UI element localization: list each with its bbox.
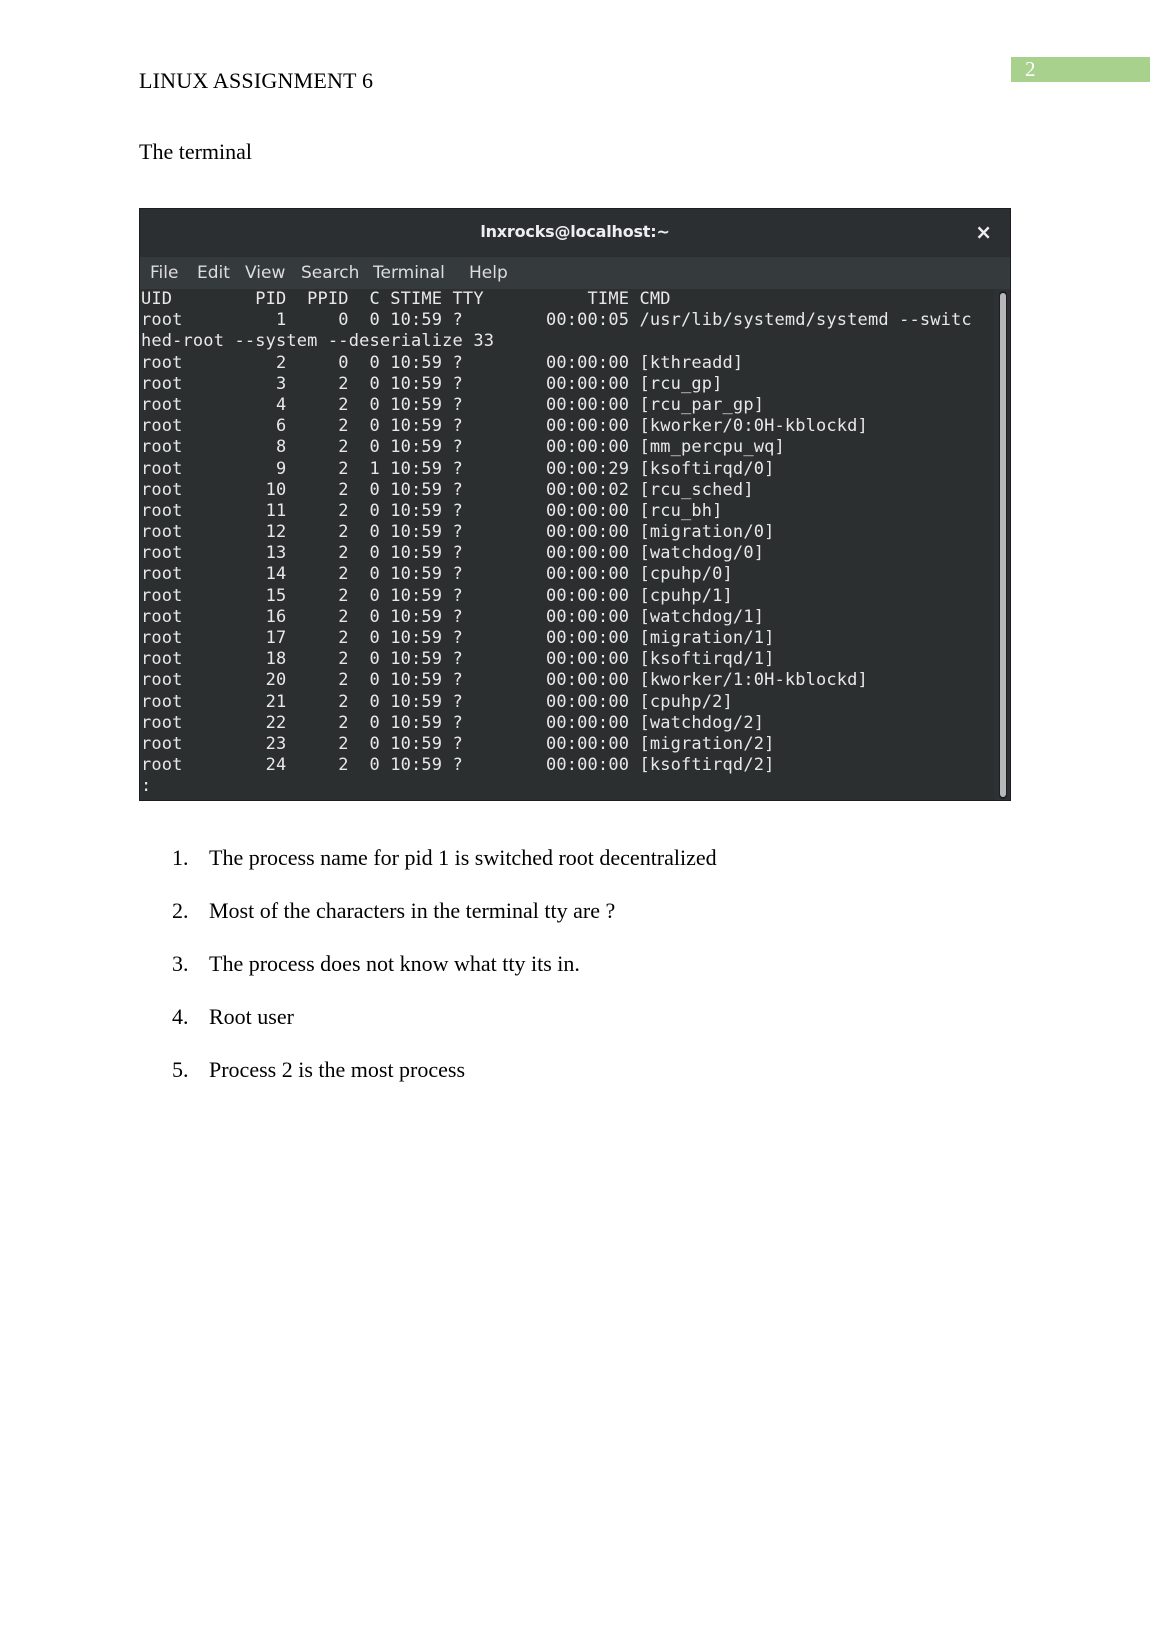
terminal-screenshot [139, 208, 1011, 801]
terminal-line: root 18 2 0 10:59 ? 00:00:00 [ksoftirqd/1] [141, 649, 775, 670]
header-title: LINUX ASSIGNMENT 6 [139, 68, 374, 93]
terminal-line: root 10 2 0 10:59 ? 00:00:02 [rcu_sched] [141, 479, 754, 500]
terminal-line: root 4 2 0 10:59 ? 00:00:00 [rcu_par_gp] [141, 394, 765, 415]
terminal-line: root 3 2 0 10:59 ? 00:00:00 [rcu_gp] [141, 373, 723, 394]
terminal-line: root 14 2 0 10:59 ? 00:00:00 [cpuhp/0] [141, 564, 733, 585]
page-number: 2 [1011, 57, 1150, 82]
terminal-line: root 23 2 0 10:59 ? 00:00:00 [migration/2] [141, 733, 775, 754]
terminal-line: root 9 2 1 10:59 ? 00:00:29 [ksoftirqd/0] [141, 458, 775, 479]
terminal-line: root 22 2 0 10:59 ? 00:00:00 [watchdog/2] [141, 712, 765, 733]
terminal-line: : [141, 776, 152, 797]
menu-edit[interactable]: Edit [197, 263, 230, 283]
close-icon[interactable]: × [975, 220, 992, 244]
list-number: 3. [172, 951, 189, 976]
terminal-line: root 11 2 0 10:59 ? 00:00:00 [rcu_bh] [141, 500, 723, 521]
menu-view[interactable]: View [245, 263, 286, 283]
terminal-output[interactable] [141, 289, 994, 800]
terminal-line: root 21 2 0 10:59 ? 00:00:00 [cpuhp/2] [141, 691, 733, 712]
list-text: Process 2 is the most process [209, 1057, 466, 1082]
list-number: 1. [172, 845, 189, 870]
list-text: Root user [209, 1004, 294, 1029]
menu-search[interactable]: Search [301, 263, 360, 283]
terminal-line: root 12 2 0 10:59 ? 00:00:00 [migration/0] [141, 522, 775, 543]
terminal-line: root 8 2 0 10:59 ? 00:00:00 [mm_percpu_wq] [141, 437, 785, 458]
menu-terminal[interactable]: Terminal [373, 263, 445, 283]
list-number: 2. [172, 898, 189, 923]
list-text: Most of the characters in the terminal tty are ? [209, 898, 616, 923]
menu-file[interactable]: File [150, 263, 179, 283]
list-text: The process name for pid 1 is switched root decentralized [209, 845, 717, 870]
terminal-line: root 1 0 0 10:59 ? 00:00:05 /usr/lib/systemd/systemd --switc [141, 310, 972, 331]
terminal-line: root 2 0 0 10:59 ? 00:00:00 [kthreadd] [141, 352, 744, 373]
list-text: The process does not know what tty its in. [209, 951, 580, 976]
terminal-line: root 24 2 0 10:59 ? 00:00:00 [ksoftirqd/2] [141, 755, 775, 776]
terminal-titlebar [140, 209, 1010, 257]
terminal-line: root 16 2 0 10:59 ? 00:00:00 [watchdog/1] [141, 606, 765, 627]
menu-help[interactable]: Help [469, 263, 508, 283]
terminal-line: root 6 2 0 10:59 ? 00:00:00 [kworker/0:0H-kblockd] [141, 416, 868, 437]
scrollbar-thumb[interactable] [1000, 293, 1006, 797]
terminal-line: root 20 2 0 10:59 ? 00:00:00 [kworker/1:0H-kblockd] [141, 670, 868, 691]
terminal-line: hed-root --system --deserialize 33 [141, 331, 495, 352]
terminal-line: root 13 2 0 10:59 ? 00:00:00 [watchdog/0] [141, 543, 765, 564]
section-label: The terminal [139, 139, 253, 164]
terminal-menubar [140, 257, 1010, 289]
list-number: 5. [172, 1057, 189, 1082]
terminal-window-title: lnxrocks@localhost:~ [480, 222, 670, 241]
terminal-line: UID PID PPID C STIME TTY TIME CMD [141, 289, 671, 309]
list-number: 4. [172, 1004, 189, 1029]
terminal-scrollbar[interactable] [999, 291, 1007, 799]
terminal-line: root 15 2 0 10:59 ? 00:00:00 [cpuhp/1] [141, 585, 733, 606]
terminal-line: root 17 2 0 10:59 ? 00:00:00 [migration/1] [141, 628, 775, 648]
